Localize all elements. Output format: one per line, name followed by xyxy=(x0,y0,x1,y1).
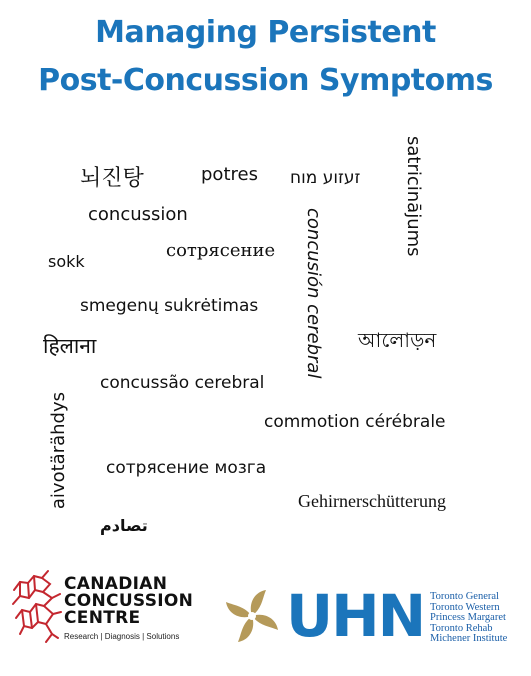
title-line-1: Managing Persistent xyxy=(95,15,436,50)
word-hebrew: זעזוע מוח xyxy=(290,168,361,188)
word-german: Gehirnerschütterung xyxy=(298,491,446,511)
word-hindi: हिलाना xyxy=(43,334,97,358)
uhn-mark: UHN xyxy=(286,582,425,650)
brain-network-icon xyxy=(8,568,66,646)
title-line-2: Post-Concussion Symptoms xyxy=(38,63,493,98)
uhn-site: Toronto Rehab xyxy=(430,622,493,634)
ccc-line-2: CONCUSSION xyxy=(64,591,194,611)
word-russian-full: сотрясение мозга xyxy=(106,458,267,478)
ccc-tagline: Research | Diagnosis | Solutions xyxy=(64,632,180,641)
uhn-site: Princess Margaret xyxy=(430,612,506,623)
word-latvian: satricinājums xyxy=(403,136,424,257)
ccc-wordmark xyxy=(64,576,193,627)
uhn-site: Toronto General xyxy=(430,591,499,602)
word-french: commotion cérébrale xyxy=(264,412,446,432)
word-bengali: আলোড়ন xyxy=(358,328,437,352)
uhn-site: Michener Institute xyxy=(430,633,508,644)
uhn-site-list xyxy=(430,592,507,645)
word-russian-short: сотрясение xyxy=(166,240,276,261)
word-persian: تصادم xyxy=(100,516,148,535)
uhn-pinwheel-icon xyxy=(222,586,282,646)
word-finnish: aivotärähdys xyxy=(48,392,69,510)
word-spanish: concusión cerebral xyxy=(303,208,324,379)
word-potres: potres xyxy=(201,164,258,185)
word-korean: 뇌진탕 xyxy=(80,166,144,191)
uhn-site: Toronto Western xyxy=(430,601,500,613)
word-lithuanian: smegenų sukrėtimas xyxy=(80,296,259,316)
ccc-line-3: CENTRE xyxy=(64,608,141,628)
word-sokk: sokk xyxy=(48,252,85,271)
word-concussion: concussion xyxy=(88,204,188,225)
ccc-line-1: CANADIAN xyxy=(64,574,168,594)
word-portuguese: concussão cerebral xyxy=(100,373,265,393)
